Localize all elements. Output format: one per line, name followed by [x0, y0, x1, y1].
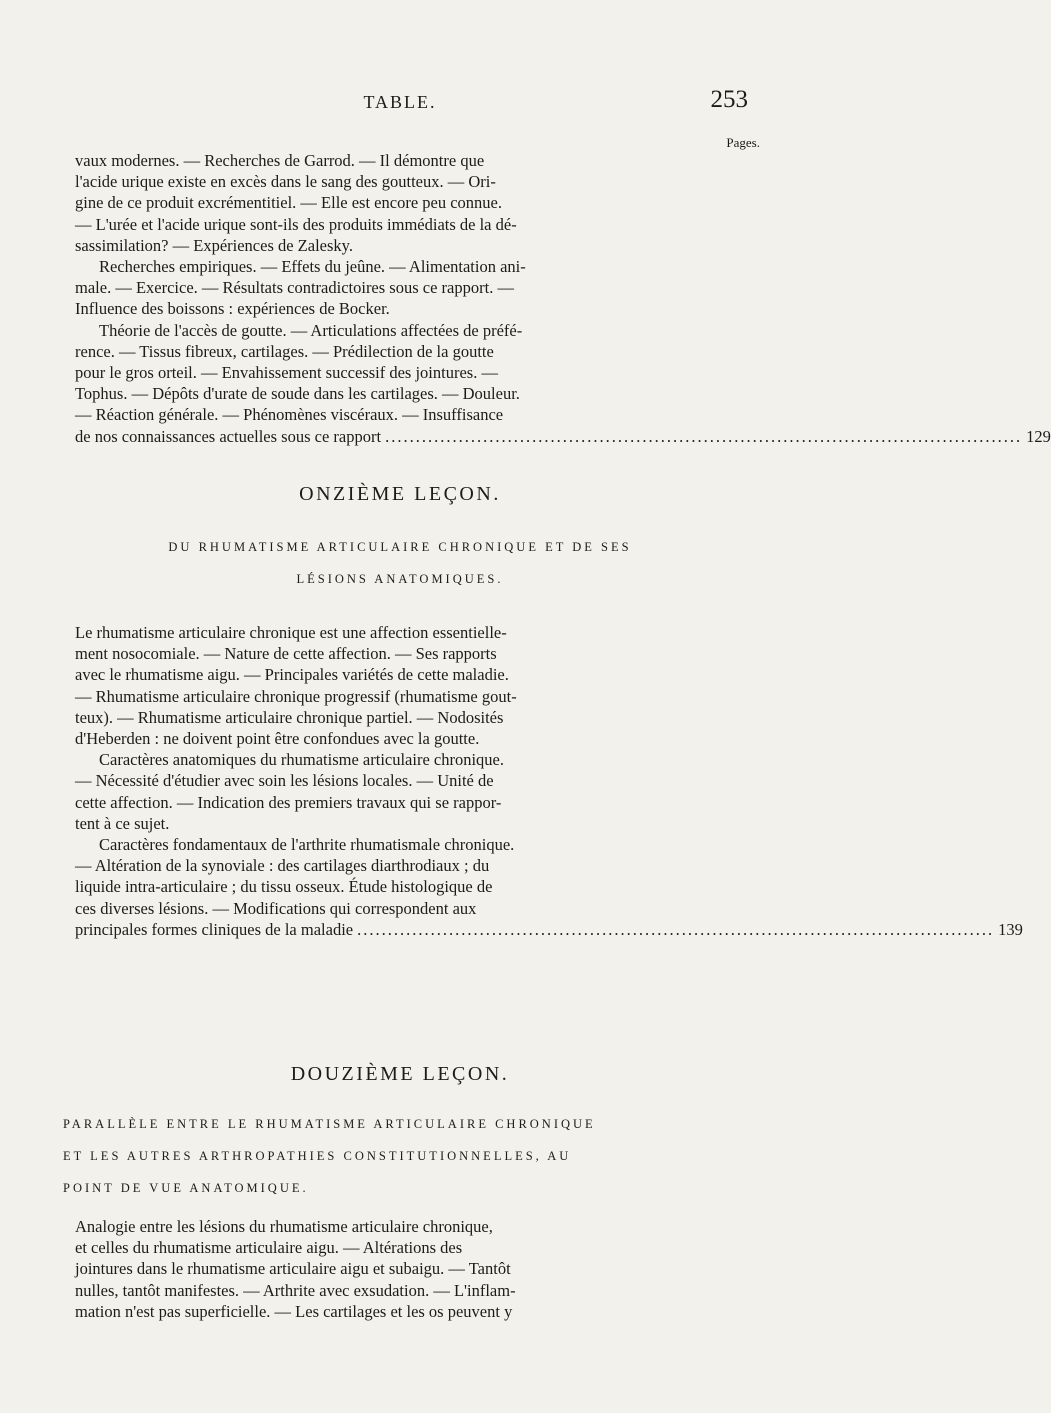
text-line: Le rhumatisme articulaire chronique est une affection essentielle-: [75, 623, 507, 642]
text-line: Caractères anatomiques du rhumatisme articulaire chronique.: [99, 750, 505, 770]
toc-line-with-page: [75, 426, 1051, 447]
text-line: nulles, tantôt manifestes. — Arthrite avec exsudation. — L'inflam-: [75, 1280, 516, 1300]
text-line: — Réaction générale. — Phénomènes viscéraux. — Insuffisance: [75, 405, 504, 425]
toc-entry-lesson-12: [75, 1216, 725, 1322]
text-line: d'Heberden : ne doivent point être confondues avec la goutte.: [75, 729, 480, 749]
text-line: Caractères fondamentaux de l'arthrite rhumatismale chronique.: [99, 835, 515, 855]
text-line: vaux modernes. — Recherches de Garrod. — Il démontre que: [75, 151, 485, 170]
text-line: — L'urée et l'acide urique sont-ils des produits immédiats de la dé-: [75, 214, 517, 234]
text-line: male. — Exercice. — Résultats contradictoires sous ce rapport. —: [75, 278, 514, 298]
text-line: et celles du rhumatisme articulaire aigu. — Altérations des: [75, 1238, 463, 1258]
text-line: ces diverses lésions. — Modifications qui correspondent aux: [75, 898, 477, 918]
toc-entry-lesson-11: [75, 622, 1023, 940]
text-line: — Rhumatisme articulaire chronique progressif (rhumatisme gout-: [75, 686, 517, 706]
subtitle-line: LÉSIONS ANATOMIQUES.: [296, 572, 504, 586]
text-line: Recherches empiriques. — Effets du jeûne. — Alimentation ani-: [99, 257, 526, 277]
subtitle-line: ET LES AUTRES ARTHROPATHIES CONSTITUTIONNELLES, AU: [63, 1149, 572, 1163]
text-line: mation n'est pas superficielle. — Les cartilages et les os peuvent y: [75, 1301, 513, 1321]
subtitle-line: PARALLÈLE ENTRE LE RHUMATISME ARTICULAIRE CHRONIQUE: [63, 1117, 596, 1131]
text-line: cette affection. — Indication des premiers travaux qui se rappor-: [75, 792, 502, 812]
text-line: l'acide urique existe en excès dans le sang des goutteux. — Ori-: [75, 172, 496, 192]
text-line: pour le gros orteil. — Envahissement successif des jointures. —: [75, 363, 498, 383]
lesson-subtitle: [75, 531, 725, 595]
text-line: Théorie de l'accès de goutte. — Articulations affectées de préfé-: [99, 320, 523, 340]
subtitle-line: DU RHUMATISME ARTICULAIRE CHRONIQUE ET DE SES: [168, 540, 632, 554]
toc-paragraph: [75, 622, 725, 919]
text-line: tent à ce sujet.: [75, 813, 170, 833]
text-line: sassimilation? — Expériences de Zalesky.: [75, 235, 353, 255]
text-line: principales formes cliniques de la maladie: [75, 919, 354, 939]
text-line: teux). — Rhumatisme articulaire chronique partiel. — Nodosités: [75, 707, 504, 727]
text-line: Analogie entre les lésions du rhumatisme articulaire chronique,: [75, 1217, 493, 1236]
text-line: Tophus. — Dépôts d'urate de soude dans les cartilages. — Douleur.: [75, 384, 520, 404]
lesson-title: DOUZIÈME LEÇON.: [290, 1063, 510, 1085]
running-head: [0, 86, 800, 122]
lesson-subtitle: [63, 1108, 743, 1204]
lesson-title: ONZIÈME LEÇON.: [299, 483, 501, 505]
text-line: liquide intra-articulaire ; du tissu osseux. Étude histologique de: [75, 877, 493, 897]
pages-column-label: Pages.: [726, 135, 760, 150]
text-line: jointures dans le rhumatisme articulaire aigu et subaigu. — Tantôt: [75, 1259, 511, 1279]
text-line: Influence des boissons : expériences de Bocker.: [75, 299, 390, 319]
toc-line-with-page: [75, 919, 1023, 940]
text-line: de nos connaissances actuelles sous ce rapport: [75, 426, 382, 446]
text-line: — Nécessité d'étudier avec soin les lésions locales. — Unité de: [75, 771, 494, 791]
text-line: ment nosocomiale. — Nature de cette affection. — Ses rapports: [75, 644, 497, 664]
text-line: gine de ce produit excrémentitiel. — Elle est encore peu connue.: [75, 193, 502, 213]
toc-paragraph: [75, 1216, 725, 1322]
leader-dots: ........................................................................................................: [357, 919, 995, 939]
text-line: avec le rhumatisme aigu. — Principales variétés de cette maladie.: [75, 665, 509, 685]
text-line: — Altération de la synoviale : des cartilages diarthrodiaux ; du: [75, 856, 490, 876]
toc-page-ref: 129: [1026, 426, 1051, 446]
subtitle-line: POINT DE VUE ANATOMIQUE.: [63, 1181, 309, 1195]
text-line: rence. — Tissus fibreux, cartilages. — Prédilection de la goutte: [75, 341, 494, 361]
toc-page-ref: 139: [998, 919, 1023, 939]
toc-paragraph: [75, 150, 725, 426]
page-number: 253: [710, 86, 748, 113]
toc-entry-previous: [75, 150, 1051, 447]
leader-dots: ........................................................................................................: [385, 426, 1023, 446]
running-head-title: TABLE.: [363, 92, 437, 112]
